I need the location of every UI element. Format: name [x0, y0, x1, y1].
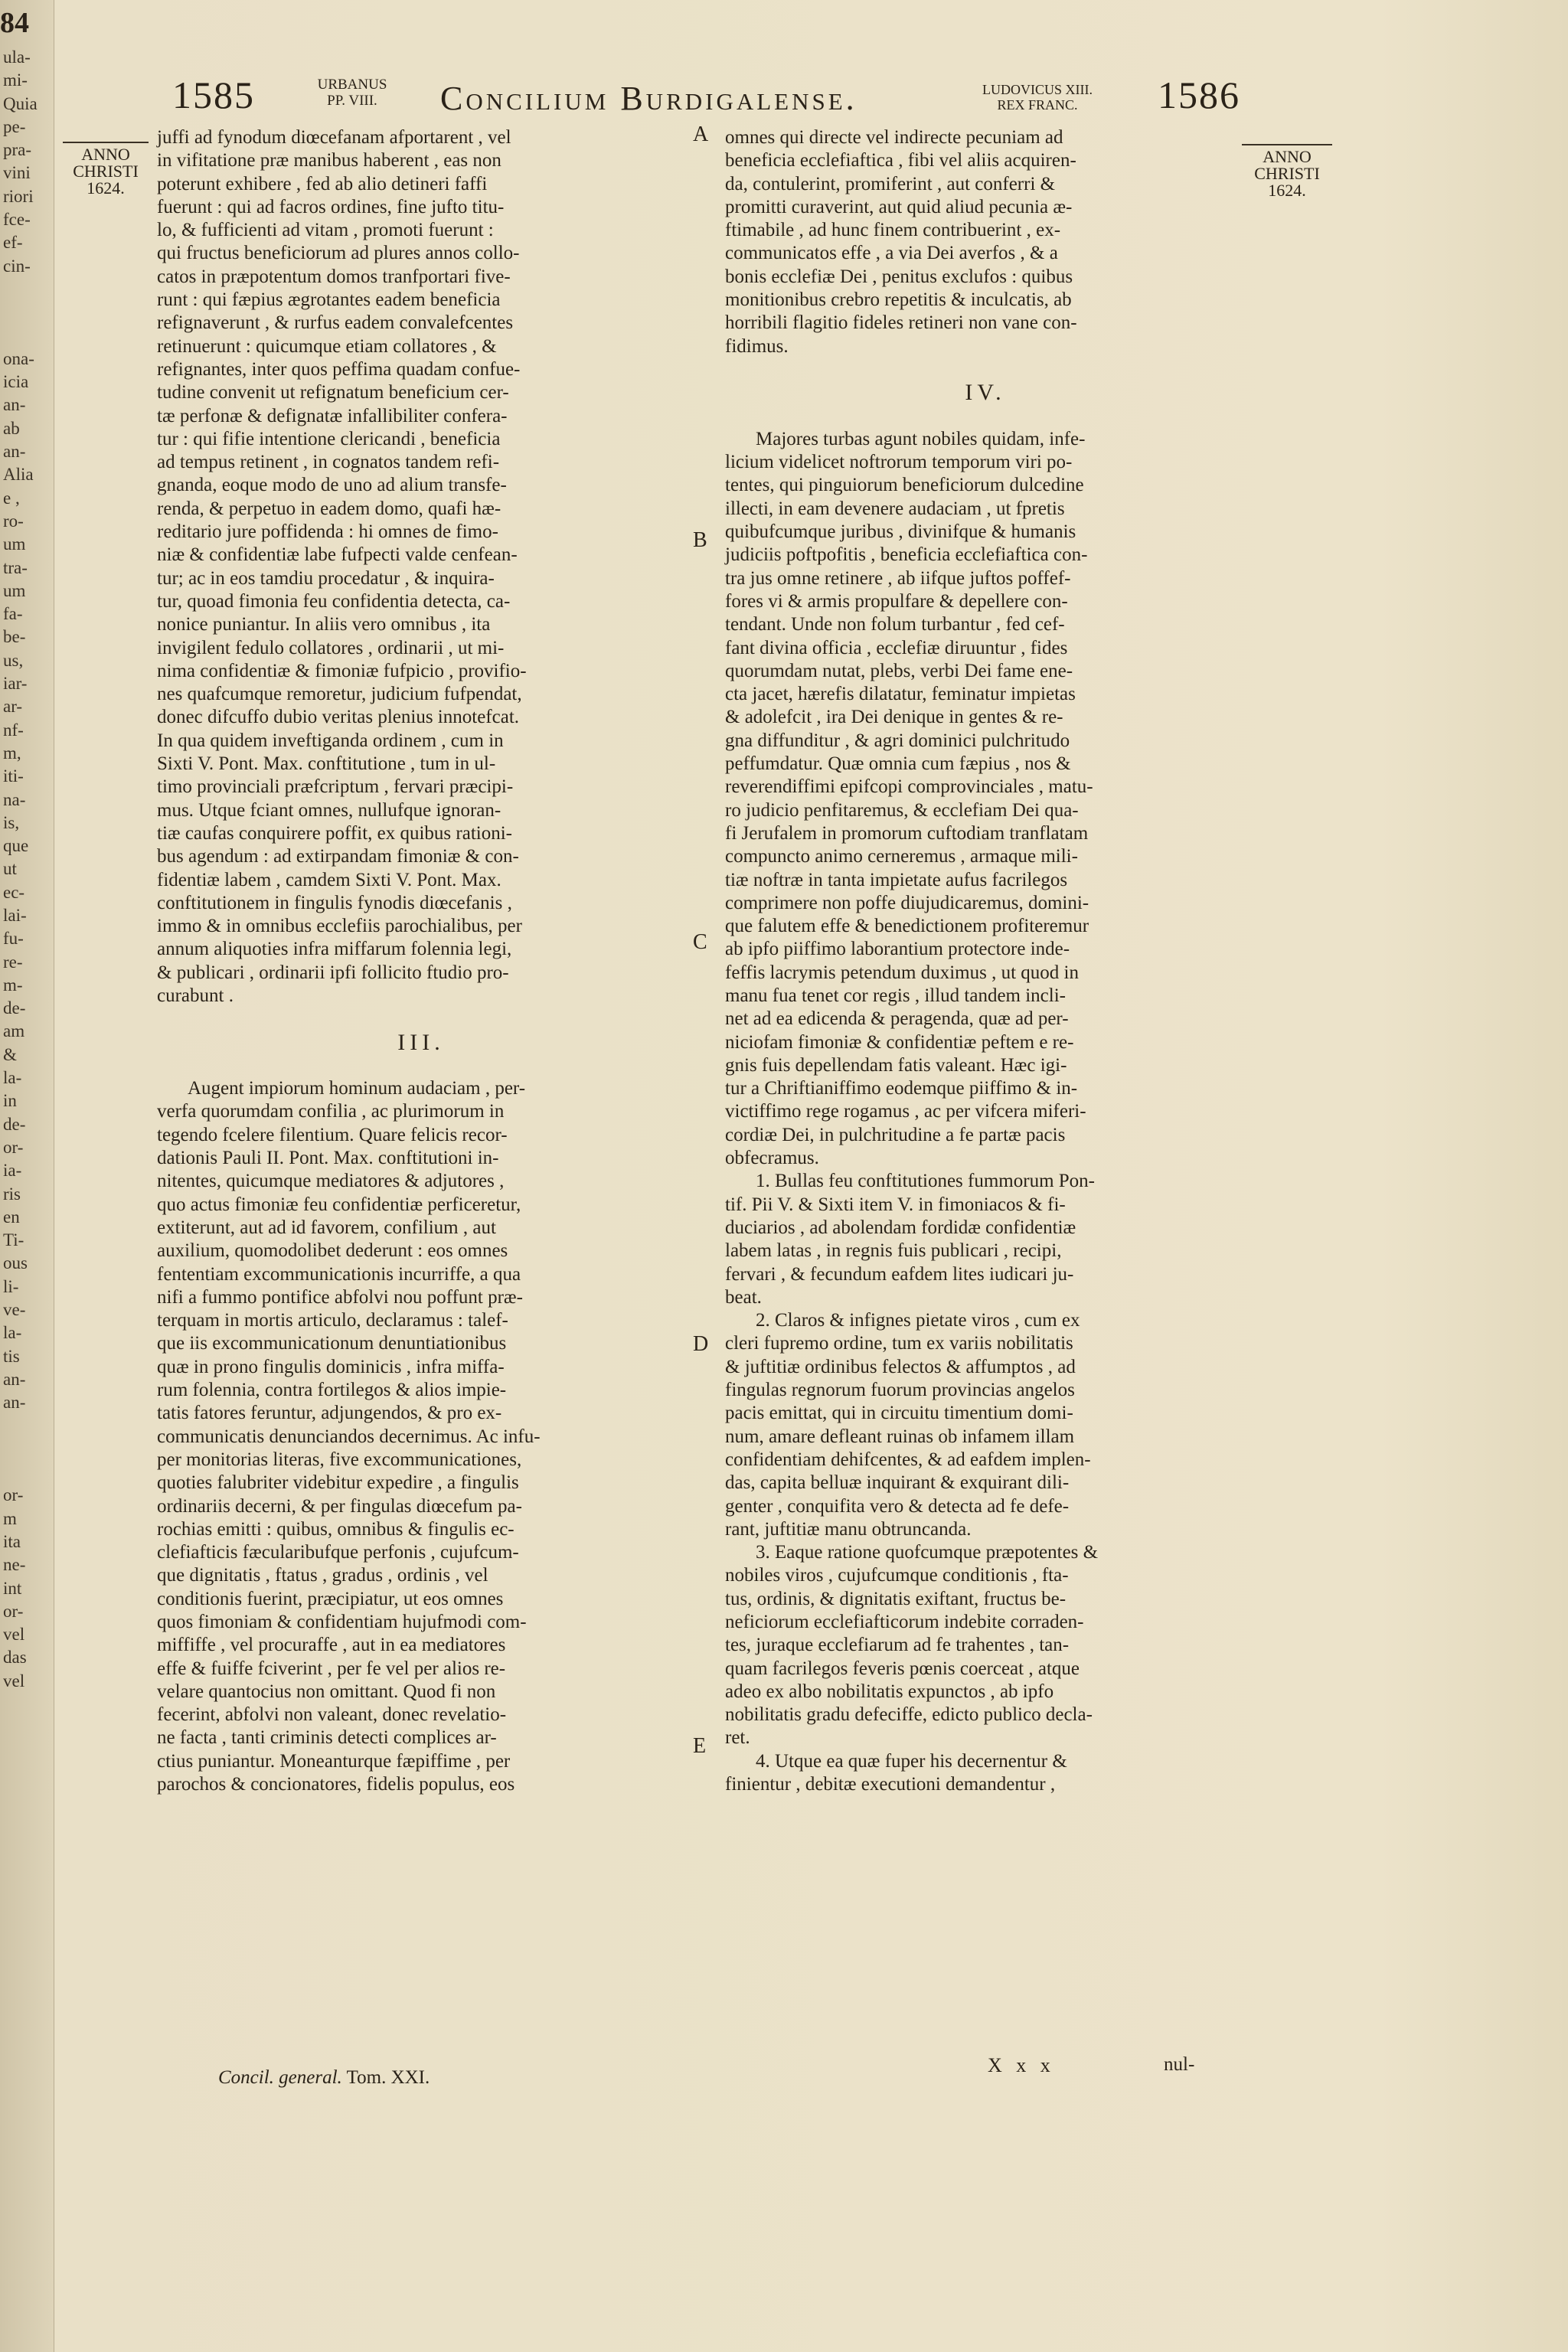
- text-line: 2. Claros & infignes pietate viros , cum ex: [756, 1310, 1080, 1331]
- facing-page-fragments: [3, 46, 49, 1693]
- text-line: beat.: [725, 1286, 762, 1308]
- text-line: das, capita belluæ inquirant & exquirant dili-: [725, 1472, 1070, 1494]
- text-line: auxilium, quomodolibet dederunt : eos omnes: [157, 1240, 508, 1262]
- gutter-fragment: in: [3, 1091, 17, 1111]
- margin-letter-d: D: [693, 1332, 709, 1356]
- text-line: dationis Pauli II. Pont. Max. conftitutioni in-: [157, 1148, 499, 1169]
- text-line: promitti curaverint, aut quid aliud pecunia æ-: [725, 196, 1073, 217]
- text-line: licium videlicet noftrorum temporum viri po-: [725, 452, 1073, 473]
- gutter-fragment: an-: [3, 1393, 26, 1413]
- text-line: retinuerunt : quicumque etiam collatores , &: [157, 335, 497, 357]
- text-line: tentes, qui pinguiorum beneficiorum dulcedine: [725, 475, 1084, 496]
- text-line: In qua quidem inveftiganda ordinem , cum in: [157, 730, 504, 751]
- text-line: genter , conquifita vero & detecta ad fe defe-: [725, 1495, 1070, 1517]
- margin-letter-b: B: [693, 528, 707, 552]
- text-line: tra jus omne retinere , ab iifque juftos poffef-: [725, 567, 1071, 589]
- text-line: tudine convenit ut refignatum beneficium cer-: [157, 382, 509, 403]
- anno-christi-right: [1242, 144, 1332, 199]
- text-line: tur; ac in eos tamdiu procedatur , & inquira-: [157, 567, 495, 589]
- gutter-fragment: ro-: [3, 511, 24, 531]
- text-line: cordiæ Dei, in pulchritudine a fe partæ pacis: [725, 1124, 1066, 1145]
- text-line: fervari , & fecundum eafdem lites iudicari ju-: [725, 1263, 1074, 1285]
- gutter-fragment: icia: [3, 372, 29, 392]
- text-line: tæ perfonæ & defignatæ infallibiliter confera-: [157, 405, 508, 426]
- right-column: [725, 126, 1246, 1796]
- gutter-fragment: is,: [3, 812, 20, 832]
- margin-letter-a: A: [693, 122, 709, 146]
- text-line: fant divina officia , ecclefiæ diruuntur , fides: [725, 637, 1068, 658]
- gutter-fragment: das: [3, 1648, 27, 1668]
- text-line: compuncto animo cerneremus , armaque mili-: [725, 846, 1078, 867]
- gutter-fragment: fce-: [3, 210, 31, 230]
- text-line: & juftitiæ ordinibus felectos & affumptos , ad: [725, 1356, 1076, 1377]
- gutter-fragment: ris: [3, 1184, 21, 1204]
- page-number-left: 1585: [172, 74, 255, 116]
- text-line: nobiles viros , cujufcumque conditionis , fta-: [725, 1565, 1069, 1586]
- gutter-fragment: vel: [3, 1625, 25, 1645]
- text-line: gna diffunditur , & agri dominici pulchritudo: [725, 730, 1070, 751]
- text-line: quibufcumque juribus , divinifque & humanis: [725, 521, 1076, 543]
- gutter-fragment: fu-: [3, 929, 24, 949]
- right-text-block-iv: [725, 428, 1246, 1797]
- text-line: donec difcuffo dubio veritas plenius innotefcat.: [157, 707, 520, 728]
- gutter-fragment: ula-: [3, 47, 31, 67]
- text-line: feffis lacrymis petendum duximus , ut quod in: [725, 962, 1079, 983]
- text-line: cleri fupremo ordine, tum ex variis nobilitatis: [725, 1333, 1073, 1354]
- gutter-fragment: li-: [3, 1276, 19, 1296]
- footer-tome: Tom. XXI.: [346, 2067, 430, 2088]
- text-line: verfa quorumdam confilia , ac plurimorum in: [157, 1101, 505, 1122]
- left-column: [157, 126, 685, 1796]
- text-line: num, amare defleant ruinas ob infamem illam: [725, 1426, 1075, 1447]
- gutter-fragment: ut: [3, 859, 17, 879]
- text-line: confidentiam dehifcentes, & ad eafdem implen-: [725, 1449, 1091, 1470]
- gutter-fragment: vel: [3, 1671, 25, 1690]
- king-label: [961, 82, 1114, 113]
- page-number-right: 1586: [1158, 74, 1240, 116]
- text-line: illecti, in eam devenere audaciam , ut fpretis: [725, 498, 1065, 519]
- gutter-fragment: or-: [3, 1601, 24, 1621]
- text-line: niciofam fimoniæ & confidentiæ peftem e re-: [725, 1031, 1074, 1053]
- text-line: curabunt .: [157, 985, 234, 1006]
- text-line: & publicari , ordinarii ipfi follicito ftudio pro-: [157, 962, 509, 983]
- gutter-fragment: re-: [3, 952, 23, 972]
- king-title: REX FRANC.: [997, 97, 1078, 113]
- gutter-fragment: &: [3, 1044, 17, 1064]
- text-line: beneficia ecclefiaftica , fibi vel aliis acquiren-: [725, 150, 1076, 172]
- rule: [1242, 144, 1332, 145]
- text-line: extiterunt, aut ad id favorem, confilium , aut: [157, 1217, 496, 1238]
- text-line: que iis excommunicationum denuntiationibus: [157, 1333, 507, 1354]
- text-line: niæ & confidentiæ labe fufpecti valde cenfean-: [157, 544, 518, 566]
- gutter-fragment: de-: [3, 1114, 26, 1134]
- text-line: terquam in mortis articulo, declaramus : talef-: [157, 1310, 508, 1331]
- text-line: horribili flagitio fideles retineri non vane con-: [725, 312, 1077, 334]
- text-line: quorumdam nutat, plebs, verbi Dei fame ene-: [725, 660, 1073, 681]
- text-line: refignantes, inter quos peffima quadam confue-: [157, 358, 521, 380]
- text-line: quos fimoniam & confidentiam hujufmodi com-: [157, 1612, 527, 1632]
- gutter-fragment: iti-: [3, 766, 24, 786]
- text-line: communicatis denunciandos decernimus. Ac infu-: [157, 1426, 541, 1447]
- gutter-fragment: [3, 1415, 49, 1438]
- anno-word: ANNO: [1263, 147, 1312, 166]
- footer-source-title: Concil. general.: [218, 2067, 342, 2088]
- text-line: tiæ caufas conquirere poffit, ex quibus rationi-: [157, 822, 512, 844]
- text-line: communicatos effe , a via Dei averfos , & a: [725, 243, 1058, 264]
- text-line: runt : qui fæpius ægrotantes eadem beneficia: [157, 289, 501, 311]
- gutter-fragment: or-: [3, 1137, 24, 1157]
- gutter-fragment: ec-: [3, 882, 25, 902]
- gutter-fragment: ona-: [3, 348, 34, 368]
- gutter-fragment: us,: [3, 650, 24, 670]
- text-line: net ad ea edicenda & peragenda, quæ ad per-: [725, 1008, 1069, 1030]
- text-line: conditionis fuerint, præcipiatur, ut eos omnes: [157, 1588, 504, 1609]
- text-line: Augent impiorum hominum audaciam , per-: [188, 1078, 526, 1099]
- text-line: timo provinciali præfcriptum , fervari præcipi-: [157, 776, 514, 798]
- text-line: fidimus.: [725, 335, 789, 357]
- facing-page-number: 84: [0, 7, 29, 39]
- text-line: ftimabile , ad hunc finem contribuerint , ex-: [725, 220, 1061, 241]
- text-line: tur, quoad fimonia feu confidentia detecta, ca-: [157, 590, 511, 612]
- text-line: adeo ex albo nobilitatis expunctos , ab ipfo: [725, 1681, 1054, 1702]
- text-line: catos in præpotentum domos tranfportari five-: [157, 266, 511, 287]
- gutter-fragment: ne-: [3, 1555, 26, 1575]
- year: 1624.: [1268, 181, 1306, 200]
- text-line: 3. Eaque ratione quofcumque præpotentes &: [756, 1542, 1099, 1563]
- gutter-fragment: riori: [3, 186, 34, 206]
- text-line: nima confidentiæ & fimoniæ fufpicio , provifio-: [157, 660, 527, 681]
- king-name: LUDOVICUS XIII.: [982, 82, 1093, 97]
- gutter-fragment: iar-: [3, 674, 28, 694]
- text-line: fidentiæ labem , camdem Sixti V. Pont. Max.: [157, 869, 501, 890]
- text-line: neficiorum ecclefiafticorum indebite corraden-: [725, 1612, 1084, 1632]
- text-line: immo & in omnibus ecclefiis parochialibus, per: [157, 916, 522, 937]
- section-heading-iii: III.: [397, 1029, 445, 1055]
- text-line: tus, ordinis, & dignitatis exiftant, fructus be-: [725, 1588, 1067, 1609]
- gutter-fragment: be-: [3, 627, 26, 647]
- gutter-fragment: ia-: [3, 1161, 22, 1181]
- text-line: fi Jerufalem in promorum cuftodiam tranflatam: [725, 822, 1089, 844]
- christi-word: CHRISTI: [73, 162, 139, 181]
- text-line: rum folennia, contra fortilegos & alios impie-: [157, 1380, 507, 1401]
- text-line: refignaverunt , & rurfus eadem convalefcentes: [157, 312, 514, 334]
- gutter-fragment: [3, 1438, 49, 1461]
- gutter-fragment: de-: [3, 998, 26, 1018]
- rule: [63, 142, 149, 143]
- text-line: que falutem effe & benedictionem profiteremur: [725, 916, 1089, 937]
- text-line: mus. Utque fciant omnes, nullufque ignoran-: [157, 799, 501, 821]
- gutter-fragment: an-: [3, 1369, 26, 1389]
- gutter-fragment: cin-: [3, 256, 31, 276]
- gutter-fragment: or-: [3, 1485, 24, 1505]
- text-line: ro judicio penfitaremus, & ecclefiam Dei qua-: [725, 799, 1079, 821]
- text-line: tur a Chriftianiffimo eodemque piiffimo & in-: [725, 1078, 1078, 1099]
- gutter-fragment: lai-: [3, 905, 27, 925]
- text-line: ordinariis decerni, & per fingulas diœcefum pa-: [157, 1495, 522, 1517]
- text-line: rant, juftitiæ manu obtruncanda.: [725, 1518, 972, 1540]
- gutter-fragment: m,: [3, 743, 21, 763]
- gutter-fragment: e ,: [3, 488, 20, 508]
- text-line: fecerint, abfolvi non valeant, donec revelatio-: [157, 1704, 507, 1726]
- gutter-fragment: ab: [3, 418, 20, 438]
- text-line: quoties falubriter videbitur expedire , a fingulis: [157, 1472, 519, 1494]
- gutter-fragment: um: [3, 580, 26, 600]
- text-line: reditario jure poffidenda : hi omnes de fimo-: [157, 521, 498, 543]
- text-line: Sixti V. Pont. Max. conftitutione , tum in ul-: [157, 753, 496, 775]
- text-line: ne facta , tanti criminis detecti complices ar-: [157, 1727, 497, 1749]
- gutter-fragment: tis: [3, 1346, 20, 1366]
- text-line: manu fua tenet cor regis , illud tandem incli-: [725, 985, 1066, 1006]
- text-line: ctius puniantur. Moneanturque fæpiffime , per: [157, 1750, 511, 1772]
- text-line: labem latas , in regnis fuis publicari , recipi,: [725, 1240, 1062, 1262]
- text-line: annum aliquoties infra miffarum folennia legi,: [157, 939, 512, 960]
- text-line: tes, juraque ecclefiarum ad fe trahentes , tan-: [725, 1635, 1070, 1656]
- text-line: finientur , debitæ executioni demandentur ,: [725, 1774, 1056, 1795]
- text-line: renda, & perpetuo in eadem domo, quafi hæ-: [157, 498, 501, 519]
- text-line: quo actus fimoniæ feu confidentiæ perficeretur,: [157, 1194, 521, 1215]
- gutter-fragment: Ti-: [3, 1230, 24, 1250]
- text-line: nifi a fummo pontifice abfolvi nou poffunt præ-: [157, 1286, 523, 1308]
- text-line: effe & fuiffe fciverint , per fe vel per alios re-: [157, 1658, 506, 1679]
- gutter-fragment: [3, 278, 49, 301]
- gutter-fragment: na-: [3, 789, 26, 809]
- gutter-fragment: m: [3, 1508, 17, 1528]
- gutter-fragment: m-: [3, 975, 23, 995]
- gutter-fragment: an-: [3, 395, 26, 415]
- text-line: tif. Pii V. & Sixti item V. in fimoniacos & fi-: [725, 1194, 1066, 1215]
- gutter-fragment: [3, 325, 49, 348]
- text-line: fuerunt : qui ad facros ordines, fine jufto titu-: [157, 196, 505, 217]
- text-line: invigilent fedulo collatores , ordinarii , ut mi-: [157, 637, 505, 658]
- text-line: velare quantocius non omittant. Quod fi non: [157, 1681, 496, 1702]
- text-line: qui fructus beneficiorum ad plures annos collo-: [157, 243, 520, 264]
- text-line: pacis emittat, qui in circuitu timentium domi-: [725, 1403, 1073, 1424]
- left-text-block-iii: [157, 1077, 685, 1796]
- left-text-block-ii: [157, 126, 685, 1008]
- text-line: nitentes, quicumque mediatores & adjutores ,: [157, 1171, 505, 1192]
- christi-word: CHRISTI: [1254, 164, 1320, 183]
- gutter-fragment: la-: [3, 1068, 22, 1088]
- gutter-fragment: um: [3, 534, 26, 554]
- text-line: cta jacet, hærefis dilatatur, feminatur impietas: [725, 684, 1076, 705]
- gutter-fragment: fa-: [3, 604, 23, 624]
- gutter-fragment: Alia: [3, 465, 34, 485]
- text-line: tendant. Unde non folum turbantur , fed cef-: [725, 614, 1065, 635]
- text-line: nes quafcumque remoretur, judicium fufpendat,: [157, 684, 522, 705]
- gutter-fragment: la-: [3, 1323, 22, 1343]
- text-line: victiffimo rege rogamus , ac per vifcera miferi-: [725, 1101, 1086, 1122]
- text-line: duciarios , ad abolendam fordidæ confidentiæ: [725, 1217, 1076, 1238]
- section-heading-iv: IV.: [965, 380, 1006, 406]
- facing-page-gutter: [0, 0, 54, 2352]
- text-line: tegendo fcelere filentium. Quare felicis recor-: [157, 1124, 508, 1145]
- text-line: gnanda, eoque modo de uno ad alium transfe-: [157, 475, 507, 496]
- text-line: tiæ noftræ in tanta impietate aufus facrilegos: [725, 869, 1068, 890]
- gutter-fragment: ous: [3, 1253, 28, 1273]
- text-line: per monitorias literas, five excommunicationes,: [157, 1449, 522, 1470]
- text-line: quæ in prono fingulis dominicis , infra miffa-: [157, 1356, 505, 1377]
- text-line: clefiafticis fæcularibufque perfonis , cujufcum-: [157, 1542, 519, 1563]
- text-line: fores vi & armis propulfare & depellere con-: [725, 590, 1068, 612]
- gutter-fragment: ve-: [3, 1300, 26, 1320]
- gutter-fragment: int: [3, 1578, 22, 1598]
- text-line: gnis fuis depellendam fatis valeant. Hæc igi-: [725, 1054, 1067, 1076]
- gutter-fragment: mi-: [3, 70, 28, 90]
- text-line: conftitutionem in fingulis fynodis diœcefanis ,: [157, 892, 512, 913]
- text-line: tur : qui fifie intentione clericandi , beneficia: [157, 428, 501, 449]
- gutter-fragment: tra-: [3, 557, 28, 577]
- text-line: judiciis poftpofitis , beneficia ecclefiaftica con-: [725, 544, 1088, 566]
- text-line: bonis ecclefiæ Dei , penitus exclufos : quibus: [725, 266, 1073, 287]
- text-line: obfecramus.: [725, 1148, 819, 1169]
- text-line: tatis fatores feruntur, adjungendos, & pro ex-: [157, 1403, 502, 1424]
- pope-title: PP. VIII.: [327, 93, 377, 109]
- year: 1624.: [87, 178, 125, 198]
- text-line: bus agendum : ad extirpandam fimoniæ & con-: [157, 846, 519, 867]
- page-title: Concilium Burdigalense.: [440, 80, 858, 117]
- text-line: juffi ad fynodum diœcefanam afportarent , vel: [157, 127, 511, 148]
- text-line: ret.: [725, 1727, 750, 1749]
- gutter-fragment: ar-: [3, 697, 23, 717]
- text-line: miffiffe , vel procuraffe , aut in ea mediatores: [157, 1635, 506, 1656]
- text-line: da, contulerint, promiferint , aut conferri &: [725, 173, 1056, 194]
- text-line: nonice puniantur. In aliis vero omnibus , ita: [157, 614, 491, 635]
- text-line: Majores turbas agunt nobiles quidam, infe-: [756, 428, 1086, 449]
- anno-christi-left: [63, 142, 149, 197]
- gutter-fragment: [3, 301, 49, 324]
- gutter-fragment: pra-: [3, 140, 32, 160]
- text-line: ad tempus retinent , in cognatos tandem refi-: [157, 452, 500, 473]
- gutter-fragment: Quia: [3, 93, 38, 113]
- text-line: rochias emitti : quibus, omnibus & fingulis ec-: [157, 1518, 514, 1540]
- text-line: fingulas regnorum fuorum provincias angelos: [725, 1380, 1075, 1401]
- gutter-fragment: nf-: [3, 720, 24, 740]
- text-line: nobilitatis gradu defeciffe, edicto publico decla-: [725, 1704, 1093, 1726]
- text-line: 1. Bullas feu conftitutiones fummorum Pon-: [756, 1171, 1096, 1192]
- margin-letter-c: C: [693, 930, 707, 954]
- text-line: fententiam excommunicationis incurriffe, a qua: [157, 1263, 521, 1285]
- anno-word: ANNO: [81, 145, 130, 164]
- gutter-fragment: an-: [3, 442, 26, 462]
- text-line: 4. Utque ea quæ fuper his decernentur &: [756, 1750, 1067, 1772]
- gutter-fragment: ita: [3, 1532, 21, 1551]
- text-line: & adolefcit , ira Dei denique in gentes & re-: [725, 707, 1063, 728]
- text-line: comprimere non poffe diujudicaremus, domini-: [725, 892, 1089, 913]
- signature-mark: X x x: [988, 2054, 1055, 2076]
- gutter-fragment: pe-: [3, 116, 26, 136]
- text-line: quam facrilegos feveris pœnis coerceat , atque: [725, 1658, 1080, 1679]
- running-header: [0, 73, 1568, 126]
- text-line: omnes qui directe vel indirecte pecuniam ad: [725, 127, 1063, 148]
- gutter-fragment: en: [3, 1207, 20, 1227]
- text-line: lo, & fufficienti ad vitam , promoti fuerunt :: [157, 220, 494, 241]
- text-line: parochos & concionatores, fidelis populus, eos: [157, 1774, 515, 1795]
- gutter-fragment: vini: [3, 163, 31, 183]
- text-line: peffumdatur. Quæ omnia cum fæpius , nos &: [725, 753, 1071, 775]
- text-line: que dignitatis , ftatus , gradus , ordinis , vel: [157, 1565, 488, 1586]
- text-line: monitionibus crebro repetitis & inculcatis, ab: [725, 289, 1072, 311]
- footer-source: [218, 2067, 430, 2089]
- gutter-fragment: ef-: [3, 233, 23, 253]
- pope-label: [310, 77, 394, 109]
- text-line: in vifitatione præ manibus haberent , eas non: [157, 150, 501, 172]
- pope-name: URBANUS: [317, 77, 387, 93]
- gutter-fragment: [3, 1461, 49, 1484]
- text-line: poterunt exhibere , fed ab alio detineri faffi: [157, 173, 488, 194]
- gutter-fragment: que: [3, 836, 29, 856]
- text-line: reverendiffimi epifcopi comprovinciales , matu-: [725, 776, 1093, 798]
- gutter-fragment: am: [3, 1021, 25, 1041]
- margin-letter-e: E: [693, 1734, 707, 1758]
- right-text-block-iii: [725, 126, 1246, 358]
- text-line: ab ipfo piiffimo laborantium protectore inde-: [725, 939, 1070, 960]
- catchword: nul-: [1164, 2054, 1195, 2075]
